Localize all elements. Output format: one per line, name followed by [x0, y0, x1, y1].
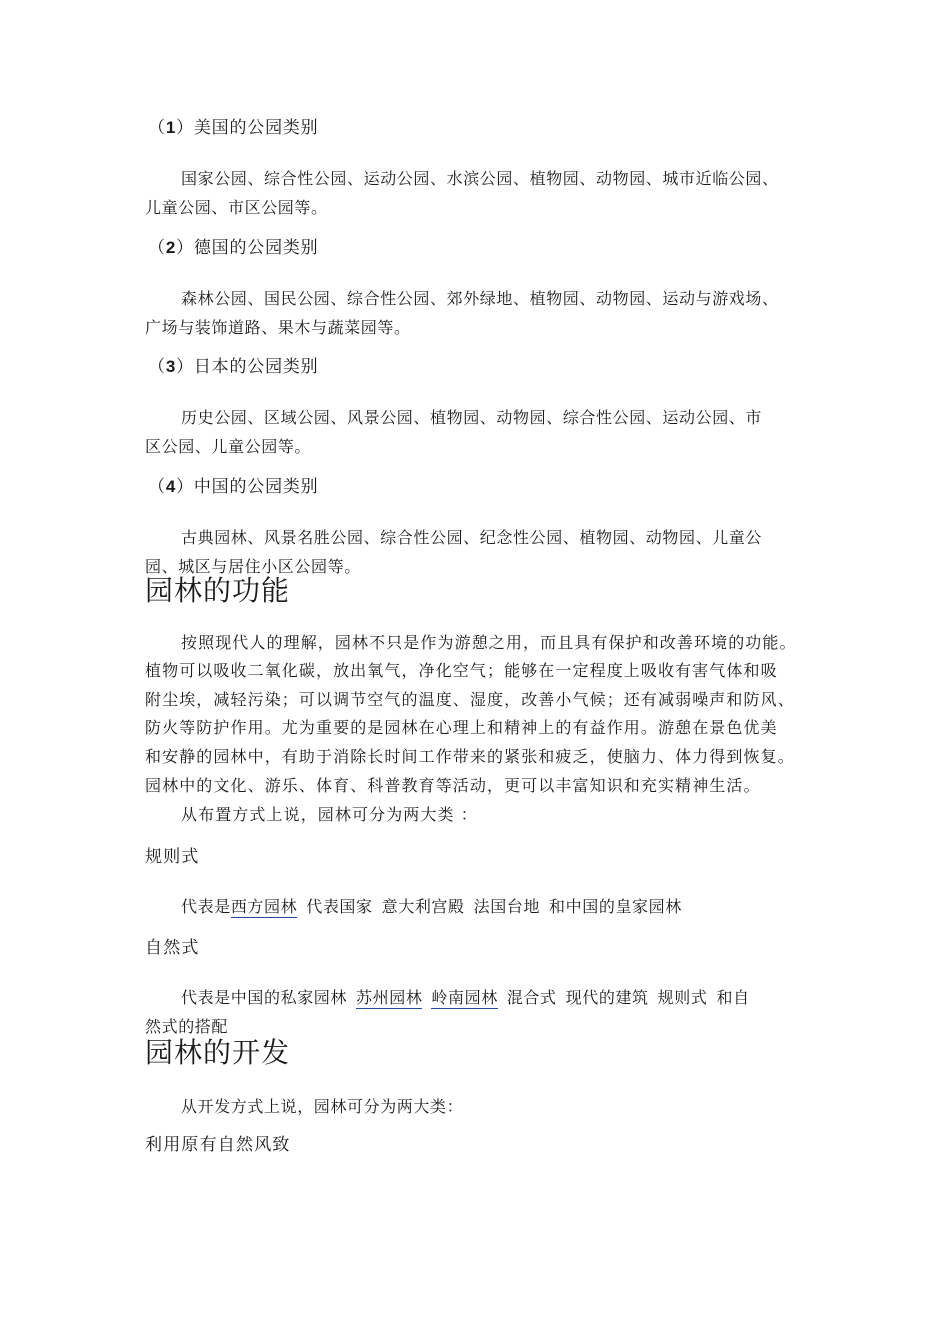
- link-western-garden[interactable]: 西方园林: [230, 897, 298, 916]
- paragraph-line: 从开发方式上说，园林可分为两大类：: [181, 1097, 464, 1116]
- example-item: 意大利宫殿: [381, 897, 465, 916]
- layout-type-regular: 规则式: [145, 847, 200, 867]
- development-type-item: 利用原有自然风致: [145, 1135, 291, 1155]
- paragraph-line: 园林中的文化、游乐、体育、科普教育等活动，更可以丰富知识和充实精神生活。: [145, 776, 761, 795]
- example-item: 现代的建筑: [565, 988, 649, 1007]
- example-item: 规则式: [657, 988, 708, 1007]
- paragraph-line: 和安静的园林中，有助于消除长时间工作带来的紧张和疲乏，使脑力、体力得到恢复。: [145, 747, 795, 766]
- section-heading-us: （1）美国的公园类别: [148, 118, 319, 138]
- paragraph-line: 植物可以吸收二氧化碳，放出氧气，净化空气；能够在一定程度上吸收有害气体和吸: [145, 661, 778, 680]
- example-item: 代表国家: [306, 897, 373, 916]
- section-heading-cn: （4）中国的公园类别: [148, 477, 319, 497]
- section-heading-jp: （3）日本的公园类别: [148, 357, 319, 377]
- page-heading-function: 园林的功能: [145, 574, 291, 607]
- natural-examples: [181, 988, 750, 1008]
- paragraph-line: 然式的搭配: [145, 1017, 229, 1036]
- example-item: 和中国的皇家园林: [549, 897, 682, 916]
- example-prefix: 代表是: [181, 897, 231, 916]
- section-heading-de: （2）德国的公园类别: [148, 238, 319, 258]
- paragraph-line: 历史公园、区域公园、风景公园、植物园、动物园、综合性公园、运动公园、市: [181, 408, 763, 427]
- paragraph-line: 按照现代人的理解，园林不只是作为游憩之用，而且具有保护和改善环境的功能。: [181, 633, 797, 652]
- example-item: 和自: [716, 988, 750, 1007]
- link-lingnan-garden[interactable]: 岭南园林: [431, 988, 498, 1007]
- layout-type-natural: 自然式: [145, 938, 200, 958]
- example-item: 混合式: [506, 988, 557, 1007]
- link-suzhou-garden[interactable]: 苏州园林: [356, 988, 423, 1007]
- regular-examples: [181, 897, 682, 917]
- paragraph-line: 广场与装饰道路、果木与蔬菜园等。: [145, 318, 411, 337]
- paragraph-line: 森林公园、国民公园、综合性公园、郊外绿地、植物园、动物园、运动与游戏场、: [181, 289, 779, 308]
- paragraph-line: 园、城区与居住小区公园等。: [145, 557, 361, 576]
- paragraph-line: 附尘埃，减轻污染；可以调节空气的温度、湿度，改善小气候；还有减弱噪声和防风、: [145, 690, 795, 709]
- paragraph-line: 防火等防护作用。尤为重要的是园林在心理上和精神上的有益作用。游憩在景色优美: [145, 718, 778, 737]
- paragraph-line: 国家公园、综合性公园、运动公园、水滨公园、植物园、动物园、城市近临公园、: [181, 169, 779, 188]
- paragraph-line: 古典园林、风景名胜公园、综合性公园、纪念性公园、植物园、动物园、儿童公: [181, 528, 763, 547]
- page-heading-development: 园林的开发: [145, 1036, 291, 1069]
- example-item: 法国台地: [473, 897, 541, 916]
- paragraph-line: 儿童公园、市区公园等。: [145, 198, 328, 217]
- example-prefix: 代表是中国的私家园林: [181, 988, 348, 1007]
- paragraph-line: 从布置方式上说，园林可分为两大类 ：: [181, 805, 478, 824]
- paragraph-line: 区公园、儿童公园等。: [145, 437, 312, 456]
